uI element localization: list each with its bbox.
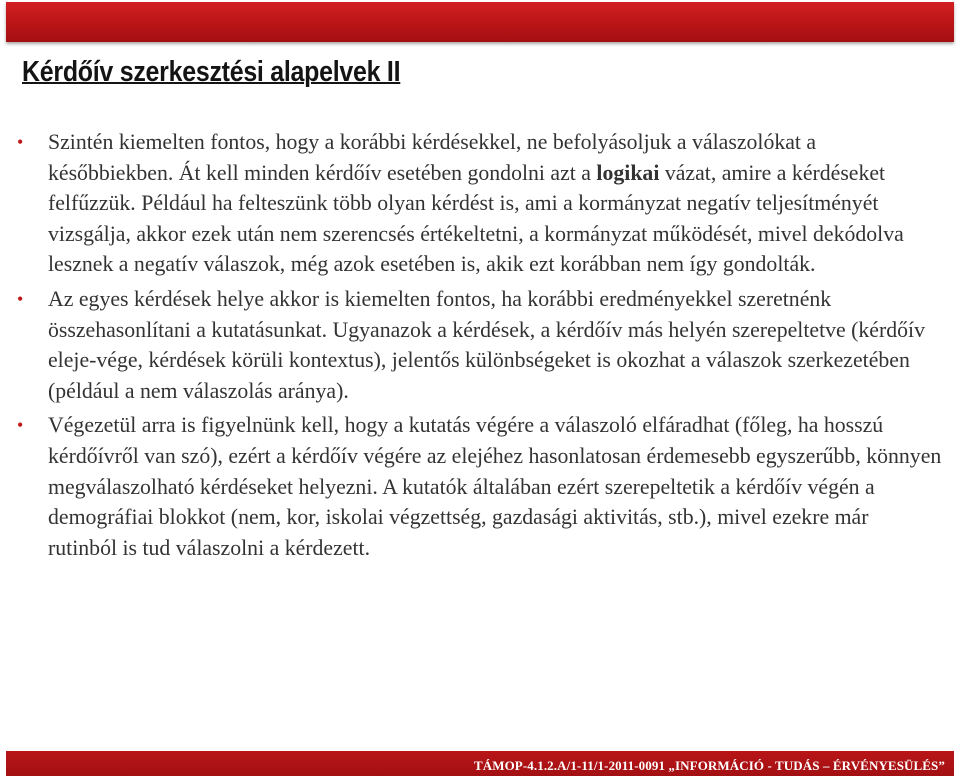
bullet-marker: •: [17, 132, 24, 152]
bullet-item-3: [17, 410, 942, 563]
bullet-1-text-b: vázat, amire a kérdéseket felfűzzük. Például ha felteszünk több olyan kérdést is, ami a kormányzat negatív teljesítményét vizsgálja, akkor ezek után nem szerencsés értékeltetni, a kormányzat működését, mivel dekódolva lesznek a negatív válaszok, még azok esetében is, akik ezt korábban nem így gondolták.: [48, 160, 904, 277]
bullet-2-text: Az egyes kérdések helye akkor is kiemelten fontos, ha korábbi eredményekkel szeretnénk összehasonlítani a kutatásunkat. Ugyanazok a kérdések, a kérdőív más helyén szerepeltetve (kérdőív eleje-vége, kérdések körüli kontextus), jelentős különbségeket is okozhat a válaszok szerkezetében (például a nem válaszolás aránya).: [48, 286, 925, 403]
footer-text: TÁMOP-4.1.2.A/1-11/1-2011-0091 „INFORMÁCIÓ - TUDÁS – ÉRVÉNYESÜLÉS”: [473, 758, 945, 773]
bullet-1-text-a: Szintén kiemelten fontos, hogy a korábbi kérdésekkel, ne befolyásoljuk a válaszolókat a későbbiekben. Át kell minden kérdőív esetében gondolni azt a: [48, 130, 817, 185]
header-bar: [6, 2, 954, 42]
bullet-3-text: Végezetül arra is figyelnünk kell, hogy a kutatás végére a válaszoló elfáradhat (főleg, ha hosszú kérdőívről van szó), ezért a kérdőív végére az elejéhez hasonlatosan érdemesebb egyszerűbb, könnyen megválaszolható kérdéseket helyezni. A kutatók általában ezért szerepeltetik a kérdőív végén a demográfiai blokkot (nem, kor, iskolai végzettség, gazdasági aktivitás, stb.), mivel ezekre már rutinból is tud válaszolni a kérdezett.: [48, 413, 942, 560]
bullet-item-1: [17, 127, 942, 280]
bullet-1-bold-word: logikai: [596, 160, 660, 185]
bullet-marker: •: [17, 288, 24, 309]
bullet-list: [17, 127, 942, 567]
slide-title: Kérdőív szerkesztési alapelvek II: [22, 56, 401, 88]
bullet-item-2: [17, 284, 942, 406]
bullet-marker: •: [17, 415, 24, 436]
